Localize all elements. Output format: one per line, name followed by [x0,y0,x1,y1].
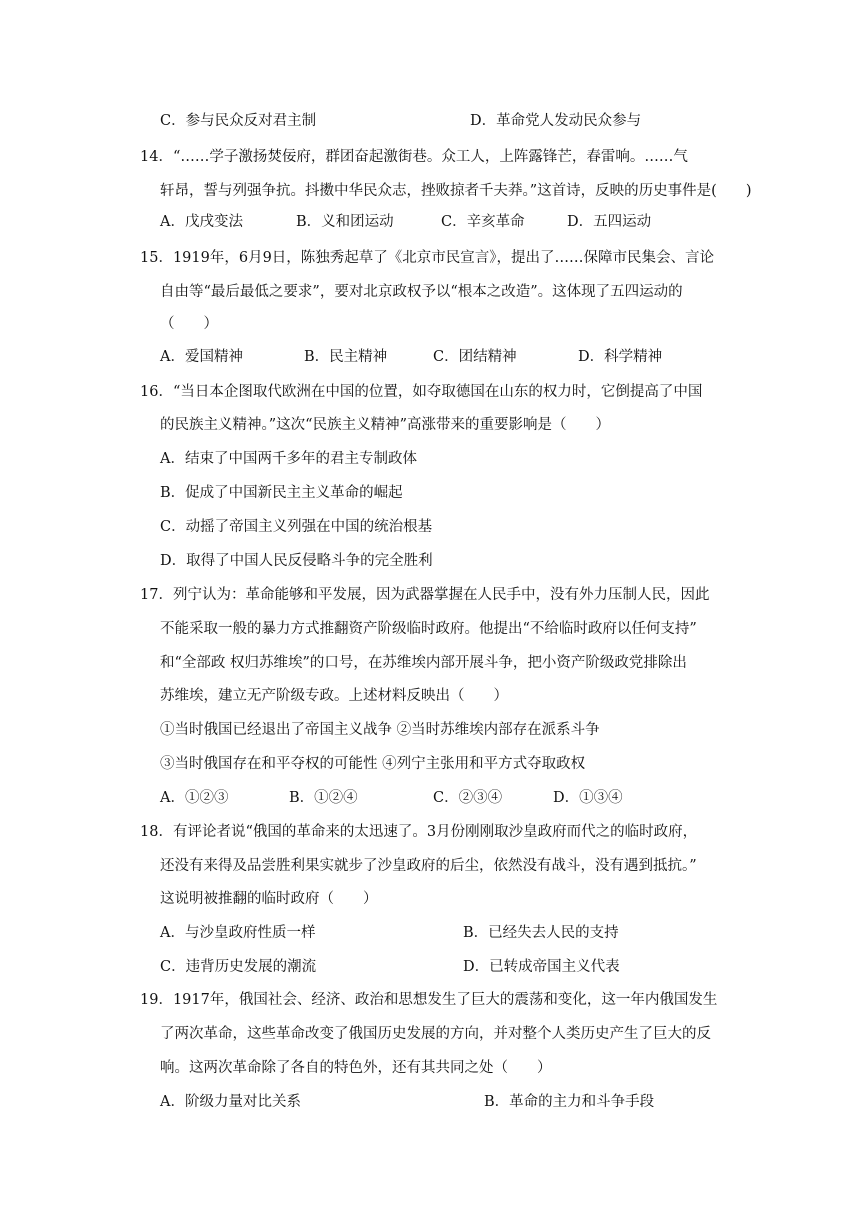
q15-option-a: A．爱国精神 [160,349,243,365]
q16-option-c: C．动摇了帝国主义列强在中国的统治根基 [160,519,433,535]
q19-stem-line2: 了两次革命，这些革命改变了俄国历史发展的方向，并对整个人类历史产生了巨大的反 [160,1026,711,1042]
q15-option-b: B．民主精神 [304,349,388,365]
q18-stem-line2: 还没有来得及品尝胜利果实就步了沙皇政府的后尘，依然没有战斗，没有遇到抵抗。” [160,858,697,874]
q18-stem-line1: 18．有评论者说“俄国的革命来的太迅速了。3月份刚刚取沙皇政府而代之的临时政府， [140,824,698,840]
q19-option-b: B．革命的主力和斗争手段 [484,1094,655,1110]
q17-stem-line4: 苏维埃，建立无产阶级专政。上述材料反映出（ ） [160,688,508,704]
q15-stem-line1: 15．1919年，6月9日，陈独秀起草了《北京市民宣言》，提出了……保障市民集会、言论 [140,250,715,266]
q14-option-b: B．义和团运动 [296,214,394,230]
q17-option-a: A．①②③ [160,790,229,806]
option-d: D．革命党人发动民众参与 [470,113,642,129]
q15-option-c: C．团结精神 [433,349,517,365]
q17-option-b: B．①②④ [289,790,358,806]
q14-option-d: D．五四运动 [567,214,652,230]
q17-statement-line1: ①当时俄国已经退出了帝国主义战争 ②当时苏维埃内部存在派系斗争 [160,722,600,738]
q17-option-c: C．②③④ [433,790,503,806]
q15-option-d: D．科学精神 [578,349,663,365]
q14-stem-line2: 轩昂，誓与列强争抗。抖擞中华民众志，挫败掠者千夫莽。”这首诗，反映的历史事件是( ) [160,183,752,199]
q16-stem-line1: 16．“当日本企图取代欧洲在中国的位置，如夺取德国在山东的权力时，它倒提高了中国 [140,384,703,400]
q18-option-a: A．与沙皇政府性质一样 [160,925,316,941]
q19-stem-line3: 响。这两次革命除了各自的特色外，还有其共同之处（ ） [160,1060,552,1076]
q14-option-c: C．辛亥革命 [441,214,525,230]
q18-option-b: B．已经失去人民的支持 [463,925,619,941]
q15-stem-line2: 自由等“最后最低之要求”，要对北京政权予以“根本之改造”。这体现了五四运动的 [160,284,683,300]
q17-statement-line2: ③当时俄国存在和平夺权的可能性 ④列宁主张用和平方式夺取政权 [160,756,586,772]
q15-stem-line3: （ ） [160,316,218,332]
q17-stem-line2: 不能采取一般的暴力方式推翻资产阶级临时政府。他提出“不给临时政府以任何支持” [160,621,697,637]
q16-stem-line2: 的民族主义精神。”这次“民族主义精神”高涨带来的重要影响是（ ） [160,417,610,433]
q16-option-d: D．取得了中国人民反侵略斗争的完全胜利 [160,553,433,569]
q16-option-b: B．促成了中国新民主主义革命的崛起 [160,485,403,501]
q18-option-d: D．已转成帝国主义代表 [463,959,620,975]
q14-option-a: A．戊戌变法 [160,214,243,230]
q18-stem-line3: 这说明被推翻的临时政府（ ） [160,891,378,907]
q17-option-d: D．①③④ [553,790,623,806]
q16-option-a: A．结束了中国两千多年的君主专制政体 [160,451,417,467]
q18-option-c: C．违背历史发展的潮流 [160,959,317,975]
q14-stem-line1: 14．“……学子激扬焚佞府，群团奋起激街巷。众工人，上阵露锋芒，春雷响。……气 [140,149,688,165]
q17-stem-line1: 17．列宁认为：革命能够和平发展，因为武器掌握在人民手中，没有外力压制人民，因此 [140,587,710,603]
q19-stem-line1: 19．1917年，俄国社会、经济、政治和思想发生了巨大的震荡和变化，这一年内俄国发生 [140,992,718,1008]
q17-stem-line3: 和“全部政 权归苏维埃”的口号，在苏维埃内部开展斗争，把小资产阶级政党排除出 [160,655,687,671]
q19-option-a: A．阶级力量对比关系 [160,1094,301,1110]
option-c: C．参与民众反对君主制 [160,113,317,129]
